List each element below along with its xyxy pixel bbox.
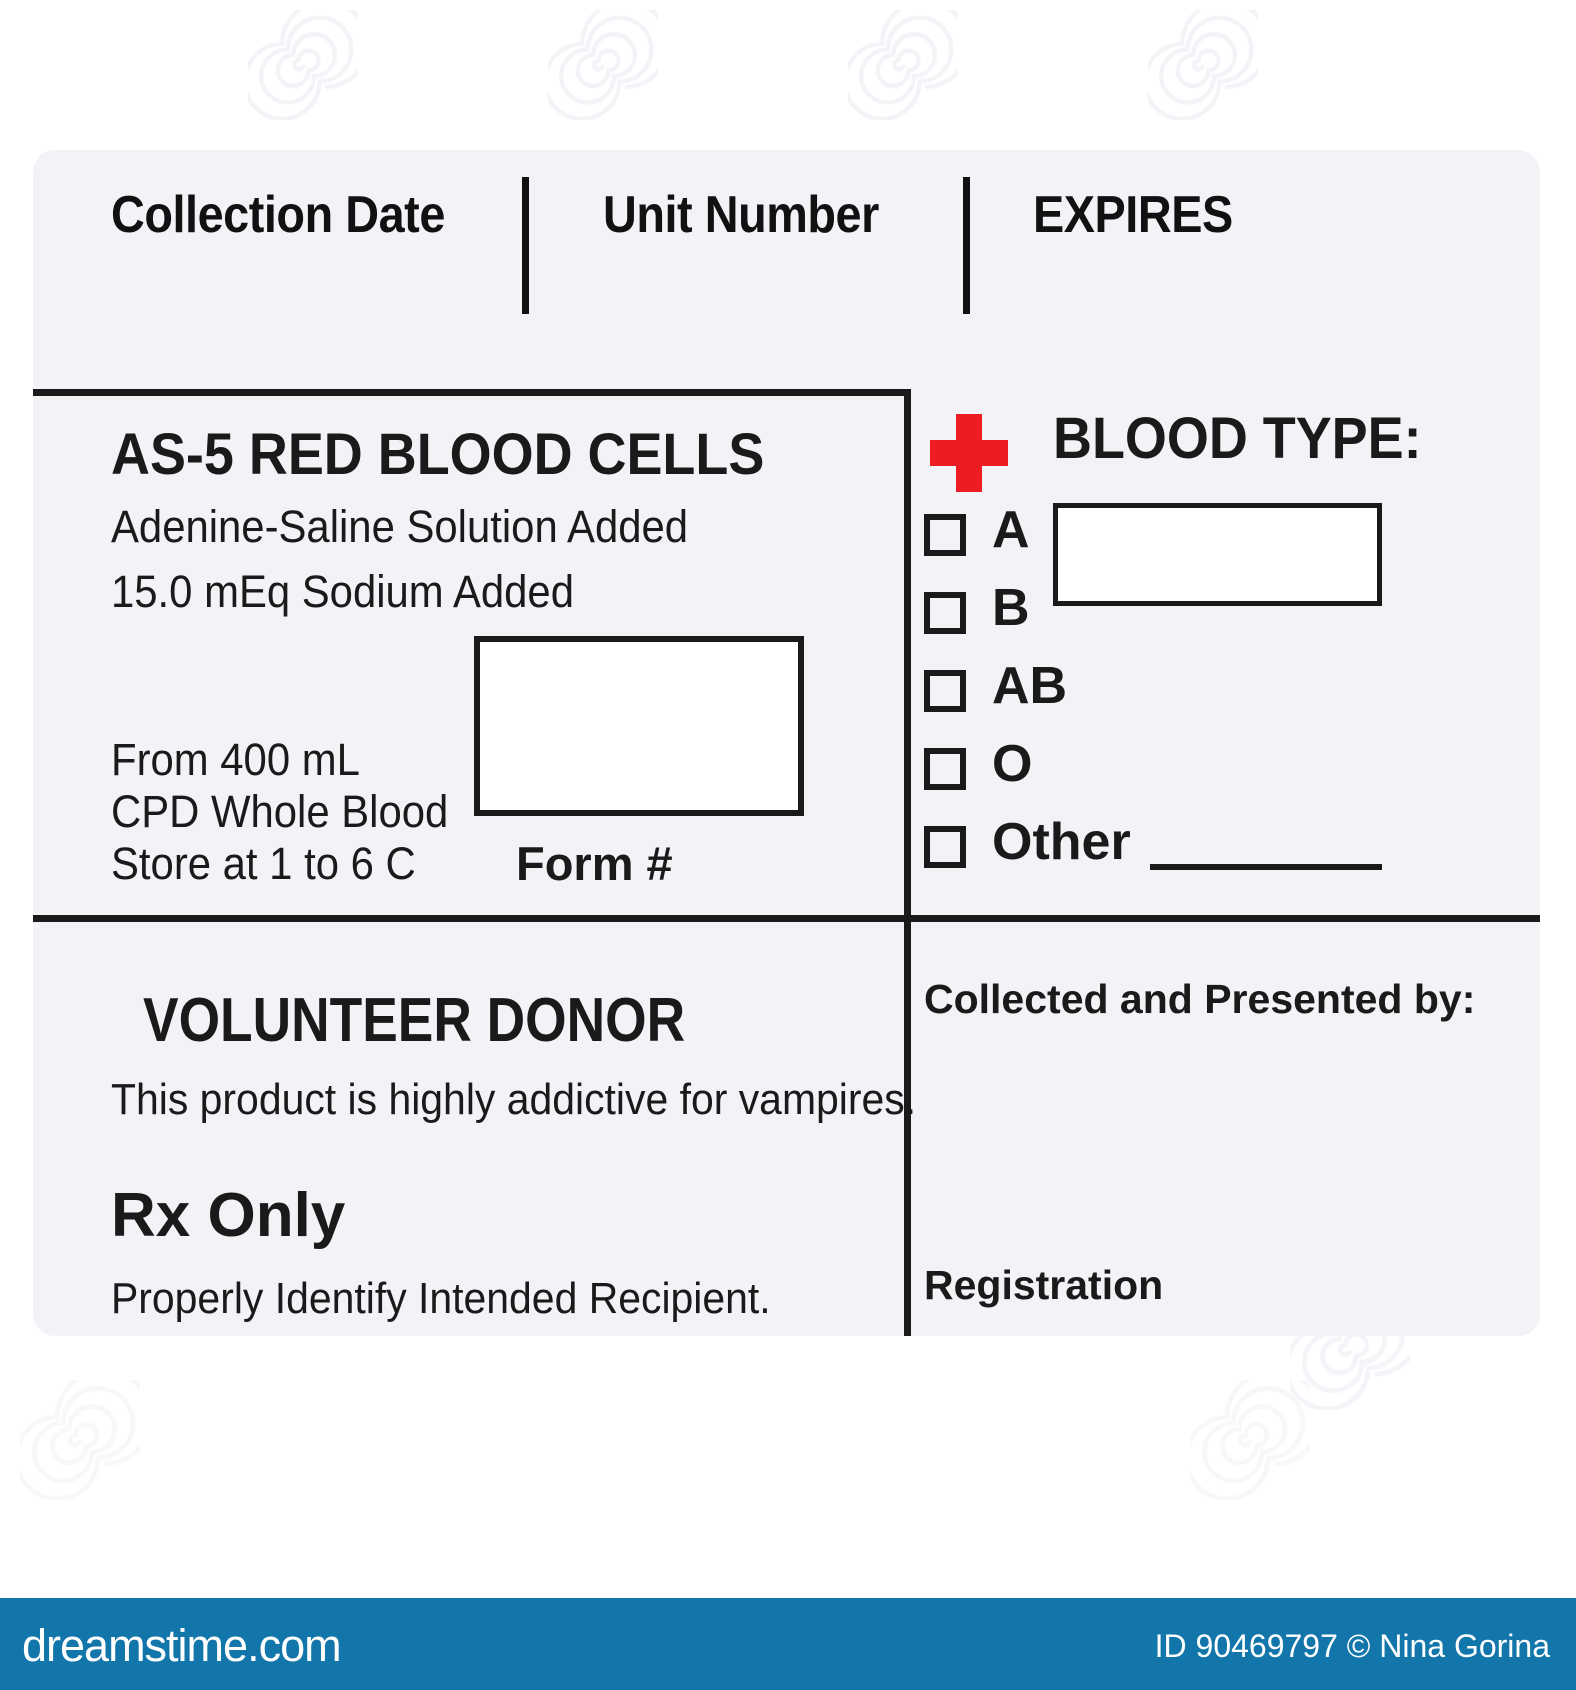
blood-type-option-label: B — [992, 579, 1030, 637]
blood-type-option-list — [924, 501, 1524, 898]
checkbox-icon-b[interactable] — [924, 592, 966, 634]
blood-type-option-o[interactable] — [924, 735, 1524, 820]
blood-type-title: BLOOD TYPE: — [1053, 406, 1422, 471]
unit-number-header: Unit Number — [603, 186, 879, 244]
image-credit-text: ID 90469797 © Nina Gorina — [1154, 1628, 1550, 1664]
watermark-spiral — [1190, 1380, 1310, 1500]
storage-line-source: CPD Whole Blood — [111, 786, 449, 837]
checkbox-icon-a[interactable] — [924, 514, 966, 556]
checkbox-icon-other[interactable] — [924, 826, 966, 868]
form-number-label: Form # — [516, 837, 673, 890]
watermark-spiral — [248, 10, 358, 120]
watermark-spiral — [1148, 10, 1258, 120]
blood-type-panel — [911, 396, 1540, 915]
product-title: AS-5 RED BLOOD CELLS — [111, 422, 765, 487]
blood-type-option-label: A — [992, 501, 1030, 559]
rx-only-title: Rx Only — [111, 1181, 346, 1250]
blood-type-option-label: Other — [992, 813, 1131, 871]
product-subtitle-sodium: 15.0 mEq Sodium Added — [111, 566, 574, 617]
blood-type-option-b[interactable] — [924, 579, 1524, 664]
product-subtitle-solution: Adenine-Saline Solution Added — [111, 501, 689, 552]
storage-line-volume: From 400 mL — [111, 734, 360, 785]
volunteer-donor-subtitle: This product is highly addictive for vampires. — [111, 1075, 917, 1124]
storage-line-temperature: Store at 1 to 6 C — [111, 838, 416, 889]
vertical-section-divider — [904, 389, 911, 1336]
collected-and-presented-by-label: Collected and Presented by: — [924, 976, 1476, 1022]
header-divider-2 — [963, 177, 970, 314]
header-divider-1 — [522, 177, 529, 314]
collected-presented-panel — [911, 922, 1540, 1336]
checkbox-icon-o[interactable] — [924, 748, 966, 790]
dreamstime-logo: dreamstime.com — [22, 1620, 341, 1671]
rx-only-subtitle: Properly Identify Intended Recipient. — [111, 1274, 771, 1323]
blood-type-option-label: AB — [992, 657, 1068, 715]
collection-date-header: Collection Date — [111, 186, 445, 244]
watermark-spiral — [848, 10, 958, 120]
checkbox-icon-ab[interactable] — [924, 670, 966, 712]
donor-panel — [33, 922, 917, 1336]
watermark-spiral — [548, 10, 658, 120]
expires-header: EXPIRES — [1033, 186, 1233, 244]
watermark-spiral — [20, 1380, 140, 1500]
volunteer-donor-title: VOLUNTEER DONOR — [143, 986, 686, 1055]
product-section-top-rule — [33, 389, 910, 396]
product-info-panel — [33, 396, 904, 915]
horizontal-section-divider — [33, 915, 1540, 922]
registration-label: Registration — [924, 1262, 1164, 1308]
red-cross-icon — [930, 414, 1008, 492]
other-write-in-line[interactable] — [1150, 864, 1382, 870]
blood-type-option-other[interactable] — [924, 813, 1524, 898]
blood-type-option-ab[interactable] — [924, 657, 1524, 742]
dreamstime-footer-bar — [0, 1598, 1576, 1690]
blood-type-option-label: O — [992, 735, 1033, 793]
blood-type-option-a[interactable] — [924, 501, 1524, 586]
form-number-field[interactable] — [474, 636, 804, 816]
blood-bag-label-card — [33, 150, 1540, 1336]
